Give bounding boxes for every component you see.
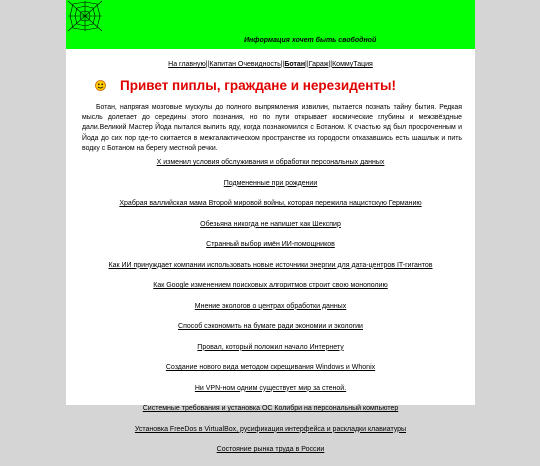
- article-link[interactable]: Состояние рынка труда в России: [216, 446, 325, 453]
- article-link[interactable]: Как ИИ принуждает компании использовать новые источники энергии для дата-центров IT-гигантов: [108, 261, 433, 269]
- article-link[interactable]: Системные требования и установка ОС Колибри на персональный компьютер: [142, 405, 399, 412]
- article-link[interactable]: Создание нового вида методом скрещивания Windows и Whonix: [165, 364, 376, 371]
- list-item: [66, 199, 475, 220]
- article-link[interactable]: Храбрая валлийская мама Второй мировой войны, которая пережила нацистскую Германию: [119, 200, 422, 207]
- list-item: [66, 384, 475, 405]
- article-link[interactable]: Способ сэкономить на бумаге ради экономии и экологии: [178, 323, 363, 330]
- nav-link-botan[interactable]: Ботан: [284, 61, 306, 68]
- list-item: [66, 281, 475, 302]
- article-link[interactable]: Х изменил условия обслуживания и обработки персональных данных: [156, 159, 385, 166]
- list-item: [66, 158, 475, 179]
- article-link[interactable]: Провал, который положил начало Интернету: [197, 343, 344, 351]
- list-item: [66, 261, 475, 282]
- list-item: [66, 322, 475, 343]
- top-navigation: [66, 61, 475, 68]
- article-link[interactable]: Как Google изменением поисковых алгоритмов строит свою монополию: [153, 282, 388, 289]
- article-link[interactable]: Странный выбор имён ИИ-помощников: [206, 241, 335, 248]
- nav-separator: ||: [205, 61, 210, 68]
- header-banner: [66, 0, 475, 49]
- intro-paragraph: Ботан, напрягая мозговые мускулы до полного выпрямления извилин, пытается познать тайну бытия. Редкая мысль долетает до середины этого познания, но по пути открывает космические глубины и межзвёздные дали.Великий Мастер Йода пытался выпить яду, когда познакомился с Ботаном. К счастью яд был просроченным и Йода до сих пор где-то скитается в межгалактическом пространстве из городости отказавшись есть шашлык и пить водку с Ботаном на берегу местной речки.: [82, 104, 462, 152]
- list-item: [66, 220, 475, 241]
- article-link[interactable]: Установка FreeDos в VirtualBox, русификация интерфейса и раскладки клавиатуры: [134, 425, 407, 433]
- nav-separator: ||: [328, 61, 333, 68]
- article-link-list: [66, 158, 475, 466]
- page-title: Привет пиплы, граждане и нерезиденты!: [120, 78, 397, 93]
- nav-separator: ||: [305, 61, 309, 68]
- list-item: [66, 302, 475, 323]
- list-item: [66, 240, 475, 261]
- list-item: [66, 404, 475, 425]
- article-link[interactable]: Мнение экологов о центрах обработки данных: [194, 302, 347, 310]
- article-link[interactable]: Обезьяна никогда не напишет как Шекспир: [200, 220, 341, 228]
- article-link[interactable]: Ни VPN-ном одним существует мир за стеной.: [194, 384, 347, 392]
- nav-link-garage[interactable]: Гараж: [308, 61, 329, 68]
- article-link[interactable]: Подмененные при рождении: [223, 179, 318, 187]
- site-tagline: Информация хочет быть свободной: [244, 37, 377, 44]
- nav-link-captain-obvious[interactable]: Капитан Очевидность: [209, 61, 281, 68]
- list-item: [66, 363, 475, 384]
- list-item: [66, 445, 475, 466]
- list-item: [66, 343, 475, 364]
- spider-web-icon: [68, 1, 102, 31]
- smiley-icon: [95, 80, 106, 91]
- list-item: [66, 179, 475, 200]
- nav-link-home[interactable]: На главную: [168, 61, 206, 68]
- nav-separator: ||: [280, 61, 285, 68]
- page-container: [66, 0, 475, 453]
- list-item: [66, 425, 475, 446]
- nav-link-commutation[interactable]: КоммуТация: [332, 61, 373, 68]
